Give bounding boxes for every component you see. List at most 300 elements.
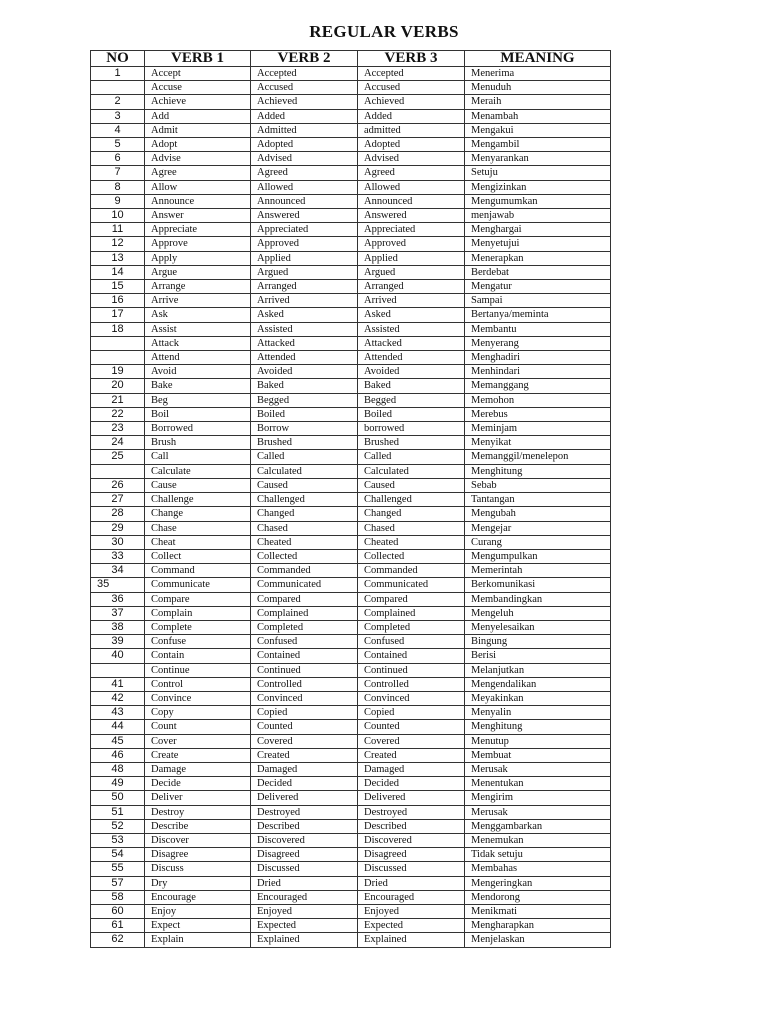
cell-verb-1: Communicate — [145, 578, 251, 592]
cell-verb-1: Bake — [145, 379, 251, 393]
cell-verb-1: Convince — [145, 691, 251, 705]
cell-verb-1: Command — [145, 564, 251, 578]
cell-verb-2: Called — [251, 450, 358, 464]
cell-verb-2: Disagreed — [251, 848, 358, 862]
cell-meaning: Menerapkan — [465, 251, 611, 265]
cell-verb-1: Achieve — [145, 95, 251, 109]
header-verb-1: VERB 1 — [145, 51, 251, 67]
cell-meaning: Berkomunikasi — [465, 578, 611, 592]
cell-verb-3: Encouraged — [358, 890, 465, 904]
table-row — [91, 748, 611, 762]
table-row — [91, 478, 611, 492]
cell-verb-2: Begged — [251, 393, 358, 407]
cell-verb-3: Convinced — [358, 691, 465, 705]
cell-verb-2: Controlled — [251, 677, 358, 691]
cell-verb-2: Commanded — [251, 564, 358, 578]
cell-verb-3: Commanded — [358, 564, 465, 578]
cell-no: 48 — [91, 762, 145, 776]
cell-verb-3: Accused — [358, 81, 465, 95]
cell-verb-2: Advised — [251, 152, 358, 166]
cell-verb-1: Describe — [145, 819, 251, 833]
cell-verb-3: Argued — [358, 265, 465, 279]
cell-verb-1: Discuss — [145, 862, 251, 876]
cell-no: 23 — [91, 422, 145, 436]
cell-verb-3: Answered — [358, 209, 465, 223]
cell-verb-3: admitted — [358, 123, 465, 137]
cell-verb-2: Added — [251, 109, 358, 123]
cell-verb-1: Ask — [145, 308, 251, 322]
cell-verb-2: Calculated — [251, 464, 358, 478]
cell-verb-2: Answered — [251, 209, 358, 223]
cell-verb-3: Accepted — [358, 67, 465, 81]
cell-verb-3: Destroyed — [358, 805, 465, 819]
cell-meaning: Bingung — [465, 635, 611, 649]
table-row — [91, 663, 611, 677]
cell-meaning: Mengatur — [465, 280, 611, 294]
cell-no: 30 — [91, 535, 145, 549]
cell-verb-1: Approve — [145, 237, 251, 251]
cell-meaning: Mengumpulkan — [465, 549, 611, 563]
cell-meaning: Berisi — [465, 649, 611, 663]
cell-no: 41 — [91, 677, 145, 691]
cell-verb-3: Damaged — [358, 762, 465, 776]
cell-meaning: Mengeluh — [465, 606, 611, 620]
cell-no: 38 — [91, 620, 145, 634]
cell-meaning: Mengeringkan — [465, 876, 611, 890]
cell-verb-2: Brushed — [251, 436, 358, 450]
cell-no: 52 — [91, 819, 145, 833]
cell-no: 50 — [91, 791, 145, 805]
table-row — [91, 620, 611, 634]
table-row — [91, 166, 611, 180]
cell-verb-2: Admitted — [251, 123, 358, 137]
cell-verb-1: Calculate — [145, 464, 251, 478]
cell-no: 28 — [91, 507, 145, 521]
cell-meaning: Menentukan — [465, 777, 611, 791]
cell-verb-2: Assisted — [251, 322, 358, 336]
cell-meaning: Menyerang — [465, 336, 611, 350]
cell-verb-2: Applied — [251, 251, 358, 265]
cell-no: 43 — [91, 706, 145, 720]
cell-verb-3: Arranged — [358, 280, 465, 294]
cell-verb-2: Discussed — [251, 862, 358, 876]
cell-meaning: Meminjam — [465, 422, 611, 436]
cell-meaning: Menyarankan — [465, 152, 611, 166]
cell-meaning: Membandingkan — [465, 592, 611, 606]
cell-no: 54 — [91, 848, 145, 862]
table-row — [91, 464, 611, 478]
cell-verb-1: Avoid — [145, 365, 251, 379]
cell-no: 45 — [91, 734, 145, 748]
cell-no — [91, 663, 145, 677]
cell-verb-1: Arrange — [145, 280, 251, 294]
cell-verb-2: Baked — [251, 379, 358, 393]
table-row — [91, 919, 611, 933]
cell-verb-2: Approved — [251, 237, 358, 251]
cell-meaning: Mengumumkan — [465, 194, 611, 208]
table-row — [91, 606, 611, 620]
cell-verb-2: Covered — [251, 734, 358, 748]
cell-verb-3: Added — [358, 109, 465, 123]
cell-verb-3: Boiled — [358, 407, 465, 421]
cell-verb-3: Collected — [358, 549, 465, 563]
cell-meaning: Merusak — [465, 805, 611, 819]
cell-no — [91, 336, 145, 350]
cell-verb-2: Dried — [251, 876, 358, 890]
cell-verb-1: Argue — [145, 265, 251, 279]
cell-no: 20 — [91, 379, 145, 393]
cell-verb-3: Dried — [358, 876, 465, 890]
cell-verb-1: Collect — [145, 549, 251, 563]
header-verb-3: VERB 3 — [358, 51, 465, 67]
cell-verb-1: Discover — [145, 833, 251, 847]
cell-verb-3: Discussed — [358, 862, 465, 876]
cell-verb-1: Brush — [145, 436, 251, 450]
cell-verb-1: Borrowed — [145, 422, 251, 436]
cell-verb-3: Advised — [358, 152, 465, 166]
cell-verb-2: Collected — [251, 549, 358, 563]
cell-meaning: Menambah — [465, 109, 611, 123]
table-row — [91, 777, 611, 791]
cell-verb-1: Adopt — [145, 138, 251, 152]
cell-no: 24 — [91, 436, 145, 450]
cell-verb-2: Attended — [251, 351, 358, 365]
cell-verb-3: Completed — [358, 620, 465, 634]
cell-verb-1: Cause — [145, 478, 251, 492]
cell-meaning: Menikmati — [465, 904, 611, 918]
cell-verb-2: Communicated — [251, 578, 358, 592]
cell-verb-2: Enjoyed — [251, 904, 358, 918]
cell-verb-1: Confuse — [145, 635, 251, 649]
cell-verb-2: Argued — [251, 265, 358, 279]
cell-meaning: Meyakinkan — [465, 691, 611, 705]
cell-verb-3: Applied — [358, 251, 465, 265]
cell-meaning: Tantangan — [465, 493, 611, 507]
cell-meaning: Mengejar — [465, 521, 611, 535]
cell-no: 61 — [91, 919, 145, 933]
cell-meaning: Memanggang — [465, 379, 611, 393]
cell-verb-3: Copied — [358, 706, 465, 720]
cell-meaning: Memohon — [465, 393, 611, 407]
cell-verb-2: Boiled — [251, 407, 358, 421]
cell-verb-3: Chased — [358, 521, 465, 535]
cell-meaning: Menhindari — [465, 365, 611, 379]
table-row — [91, 393, 611, 407]
cell-no: 44 — [91, 720, 145, 734]
cell-verb-2: Cheated — [251, 535, 358, 549]
cell-no: 49 — [91, 777, 145, 791]
cell-verb-3: Achieved — [358, 95, 465, 109]
cell-verb-1: Control — [145, 677, 251, 691]
cell-verb-2: Changed — [251, 507, 358, 521]
cell-no: 2 — [91, 95, 145, 109]
cell-verb-2: Borrow — [251, 422, 358, 436]
cell-verb-1: Arrive — [145, 294, 251, 308]
cell-no: 60 — [91, 904, 145, 918]
cell-verb-3: Cheated — [358, 535, 465, 549]
cell-verb-1: Complete — [145, 620, 251, 634]
cell-verb-1: Attend — [145, 351, 251, 365]
table-row — [91, 507, 611, 521]
cell-verb-3: Disagreed — [358, 848, 465, 862]
cell-no: 36 — [91, 592, 145, 606]
cell-meaning: Menjelaskan — [465, 933, 611, 947]
cell-verb-3: Created — [358, 748, 465, 762]
cell-verb-1: Attack — [145, 336, 251, 350]
cell-verb-3: Adopted — [358, 138, 465, 152]
cell-verb-1: Allow — [145, 180, 251, 194]
cell-verb-2: Copied — [251, 706, 358, 720]
cell-verb-1: Decide — [145, 777, 251, 791]
cell-verb-3: Complained — [358, 606, 465, 620]
cell-meaning: Menutup — [465, 734, 611, 748]
cell-meaning: Curang — [465, 535, 611, 549]
cell-no: 1 — [91, 67, 145, 81]
cell-verb-3: Controlled — [358, 677, 465, 691]
cell-no: 35 — [91, 578, 145, 592]
cell-verb-1: Call — [145, 450, 251, 464]
cell-no: 15 — [91, 280, 145, 294]
table-row — [91, 890, 611, 904]
cell-verb-2: Challenged — [251, 493, 358, 507]
cell-verb-2: Arrived — [251, 294, 358, 308]
cell-no — [91, 351, 145, 365]
table-row — [91, 209, 611, 223]
cell-meaning: Menghitung — [465, 720, 611, 734]
table-header-row — [91, 51, 611, 67]
table-row — [91, 123, 611, 137]
cell-verb-3: Changed — [358, 507, 465, 521]
cell-verb-1: Change — [145, 507, 251, 521]
cell-verb-2: Announced — [251, 194, 358, 208]
cell-verb-2: Created — [251, 748, 358, 762]
cell-verb-3: Counted — [358, 720, 465, 734]
cell-meaning: Menghitung — [465, 464, 611, 478]
cell-verb-2: Chased — [251, 521, 358, 535]
cell-verb-2: Contained — [251, 649, 358, 663]
cell-meaning: Menghargai — [465, 223, 611, 237]
cell-meaning: Merebus — [465, 407, 611, 421]
table-row — [91, 564, 611, 578]
cell-no: 13 — [91, 251, 145, 265]
cell-verb-3: Assisted — [358, 322, 465, 336]
cell-verb-2: Adopted — [251, 138, 358, 152]
table-row — [91, 81, 611, 95]
cell-verb-1: Create — [145, 748, 251, 762]
cell-verb-2: Compared — [251, 592, 358, 606]
cell-no: 40 — [91, 649, 145, 663]
cell-verb-2: Completed — [251, 620, 358, 634]
table-row — [91, 67, 611, 81]
cell-verb-2: Destroyed — [251, 805, 358, 819]
cell-meaning: Mengharapkan — [465, 919, 611, 933]
cell-verb-3: Calculated — [358, 464, 465, 478]
cell-verb-2: Discovered — [251, 833, 358, 847]
cell-meaning: Menyikat — [465, 436, 611, 450]
table-row — [91, 635, 611, 649]
cell-verb-1: Chase — [145, 521, 251, 535]
verb-table — [90, 50, 611, 948]
table-row — [91, 138, 611, 152]
cell-no: 22 — [91, 407, 145, 421]
page-title: REGULAR VERBS — [309, 22, 459, 41]
cell-verb-3: Compared — [358, 592, 465, 606]
cell-verb-1: Boil — [145, 407, 251, 421]
cell-verb-2: Decided — [251, 777, 358, 791]
cell-no: 39 — [91, 635, 145, 649]
cell-meaning: Membuat — [465, 748, 611, 762]
cell-no: 11 — [91, 223, 145, 237]
cell-meaning: Tidak setuju — [465, 848, 611, 862]
cell-no: 37 — [91, 606, 145, 620]
cell-verb-3: Caused — [358, 478, 465, 492]
cell-verb-1: Compare — [145, 592, 251, 606]
table-row — [91, 521, 611, 535]
cell-meaning: Mengizinkan — [465, 180, 611, 194]
cell-verb-3: Allowed — [358, 180, 465, 194]
cell-verb-1: Expect — [145, 919, 251, 933]
cell-verb-3: Decided — [358, 777, 465, 791]
cell-meaning: Mengirim — [465, 791, 611, 805]
cell-no: 6 — [91, 152, 145, 166]
table-row — [91, 308, 611, 322]
cell-meaning: Menghadiri — [465, 351, 611, 365]
header-verb-2: VERB 2 — [251, 51, 358, 67]
cell-verb-2: Convinced — [251, 691, 358, 705]
table-row — [91, 848, 611, 862]
cell-verb-1: Count — [145, 720, 251, 734]
cell-meaning: Mengambil — [465, 138, 611, 152]
table-row — [91, 180, 611, 194]
cell-meaning: Sebab — [465, 478, 611, 492]
table-row — [91, 862, 611, 876]
cell-verb-1: Dry — [145, 876, 251, 890]
cell-verb-1: Add — [145, 109, 251, 123]
cell-verb-2: Complained — [251, 606, 358, 620]
cell-verb-2: Avoided — [251, 365, 358, 379]
table-row — [91, 294, 611, 308]
cell-verb-2: Confused — [251, 635, 358, 649]
cell-verb-3: Covered — [358, 734, 465, 748]
table-row — [91, 152, 611, 166]
cell-verb-1: Accuse — [145, 81, 251, 95]
cell-no: 4 — [91, 123, 145, 137]
cell-meaning: Menuduh — [465, 81, 611, 95]
cell-verb-3: Described — [358, 819, 465, 833]
cell-meaning: Menyelesaikan — [465, 620, 611, 634]
table-row — [91, 109, 611, 123]
cell-verb-3: Continued — [358, 663, 465, 677]
cell-no: 26 — [91, 478, 145, 492]
cell-meaning: Menyetujui — [465, 237, 611, 251]
table-body — [91, 67, 611, 948]
cell-meaning: Setuju — [465, 166, 611, 180]
cell-meaning: Membahas — [465, 862, 611, 876]
cell-verb-2: Continued — [251, 663, 358, 677]
table-row — [91, 336, 611, 350]
cell-verb-2: Explained — [251, 933, 358, 947]
table-row — [91, 720, 611, 734]
header-no: NO — [91, 51, 145, 67]
cell-verb-3: Challenged — [358, 493, 465, 507]
cell-meaning: Menerima — [465, 67, 611, 81]
cell-no — [91, 464, 145, 478]
cell-verb-3: Appreciated — [358, 223, 465, 237]
cell-verb-1: Cover — [145, 734, 251, 748]
cell-verb-3: Discovered — [358, 833, 465, 847]
cell-meaning: Sampai — [465, 294, 611, 308]
cell-no: 10 — [91, 209, 145, 223]
cell-verb-3: Called — [358, 450, 465, 464]
cell-no: 5 — [91, 138, 145, 152]
cell-verb-1: Disagree — [145, 848, 251, 862]
cell-no: 7 — [91, 166, 145, 180]
cell-no — [91, 81, 145, 95]
table-row — [91, 833, 611, 847]
cell-meaning: Menyalin — [465, 706, 611, 720]
cell-meaning: Memanggil/menelepon — [465, 450, 611, 464]
cell-verb-1: Agree — [145, 166, 251, 180]
cell-verb-3: Contained — [358, 649, 465, 663]
cell-no: 42 — [91, 691, 145, 705]
cell-verb-1: Beg — [145, 393, 251, 407]
cell-verb-3: Agreed — [358, 166, 465, 180]
cell-verb-2: Counted — [251, 720, 358, 734]
table-row — [91, 535, 611, 549]
cell-meaning: menjawab — [465, 209, 611, 223]
table-row — [91, 450, 611, 464]
cell-verb-2: Damaged — [251, 762, 358, 776]
cell-verb-3: Announced — [358, 194, 465, 208]
cell-verb-2: Asked — [251, 308, 358, 322]
cell-meaning: Mengakui — [465, 123, 611, 137]
cell-verb-1: Damage — [145, 762, 251, 776]
cell-verb-2: Allowed — [251, 180, 358, 194]
cell-meaning: Melanjutkan — [465, 663, 611, 677]
table-row — [91, 322, 611, 336]
cell-verb-2: Accused — [251, 81, 358, 95]
table-row — [91, 237, 611, 251]
cell-no: 57 — [91, 876, 145, 890]
cell-no: 58 — [91, 890, 145, 904]
cell-verb-2: Encouraged — [251, 890, 358, 904]
cell-no: 46 — [91, 748, 145, 762]
cell-no: 16 — [91, 294, 145, 308]
table-row — [91, 649, 611, 663]
cell-verb-2: Delivered — [251, 791, 358, 805]
cell-verb-3: Begged — [358, 393, 465, 407]
cell-meaning: Membantu — [465, 322, 611, 336]
cell-meaning: Meraih — [465, 95, 611, 109]
cell-no: 8 — [91, 180, 145, 194]
cell-verb-1: Encourage — [145, 890, 251, 904]
cell-verb-1: Copy — [145, 706, 251, 720]
table-row — [91, 791, 611, 805]
cell-no: 62 — [91, 933, 145, 947]
cell-verb-1: Destroy — [145, 805, 251, 819]
cell-verb-3: Enjoyed — [358, 904, 465, 918]
cell-no: 12 — [91, 237, 145, 251]
table-row — [91, 578, 611, 592]
table-row — [91, 436, 611, 450]
cell-verb-1: Assist — [145, 322, 251, 336]
cell-verb-3: borrowed — [358, 422, 465, 436]
cell-verb-3: Brushed — [358, 436, 465, 450]
cell-no: 18 — [91, 322, 145, 336]
header-meaning: MEANING — [465, 51, 611, 67]
table-row — [91, 677, 611, 691]
table-row — [91, 819, 611, 833]
